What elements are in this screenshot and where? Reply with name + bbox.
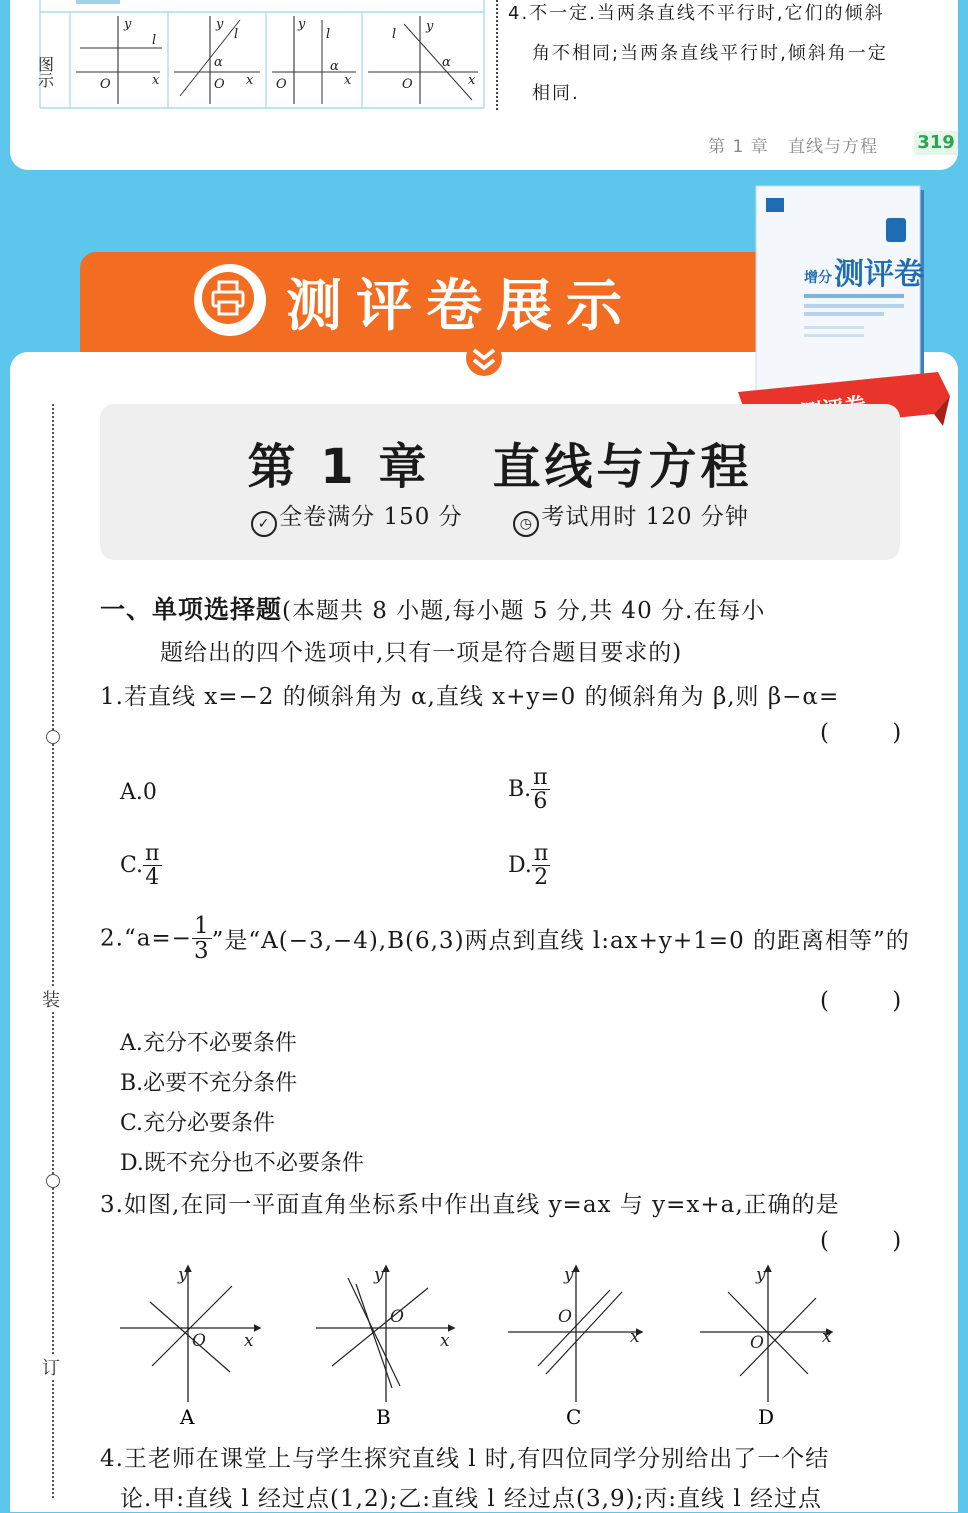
note-line-2: 角不相同;当两条直线平行时,倾斜角一定 — [532, 43, 888, 64]
q2-stem-post: ”是“A(−3,−4),B(6,3)两点到直线 l:ax+y+1=0 的距离相等”的 — [211, 928, 910, 955]
previous-page-card — [10, 0, 958, 170]
q3-graph-d — [700, 1265, 832, 1429]
q1-option-d-prefix: D. — [508, 853, 532, 879]
q3-a-x: x — [244, 1331, 254, 1351]
q1-answer-paren: ( ) — [820, 720, 930, 746]
q3-label-c: C — [566, 1405, 582, 1429]
answer-note — [508, 0, 956, 114]
q3-b-y: y — [374, 1265, 384, 1285]
book-title-small: 增分 — [804, 270, 832, 286]
q2-option-d: D.既不充分也不必要条件 — [120, 1151, 364, 1176]
diag1-o: O — [100, 77, 111, 92]
book-title: 测评卷 — [834, 257, 924, 292]
binding-hole — [46, 730, 60, 744]
banner-title: 测评卷展示 — [286, 274, 636, 339]
q3-answer-paren: ( ) — [820, 1228, 930, 1254]
diag3-l: l — [326, 27, 331, 42]
q3-graph-c — [508, 1265, 642, 1429]
diag3-x: x — [344, 73, 352, 88]
q3-d-o: O — [750, 1333, 764, 1353]
diag4-o: O — [402, 77, 413, 92]
chevron-down-icon — [462, 340, 506, 376]
q2-option-c: C.充分必要条件 — [120, 1111, 276, 1136]
q3-c-o: O — [558, 1307, 572, 1327]
q3-label-a: A — [180, 1405, 195, 1429]
q2-stem-pre: 2.“a=− — [100, 925, 192, 952]
binding-zhuang: 装 — [42, 986, 60, 1012]
q1-option-c — [120, 842, 162, 889]
q3-graphs — [110, 1262, 850, 1432]
diag4-x: x — [468, 73, 476, 88]
diag3-o: O — [276, 77, 287, 92]
binding-ding: 订 — [42, 1354, 60, 1380]
diag2-alpha: α — [214, 55, 223, 70]
q2-answer-paren: ( ) — [820, 988, 930, 1014]
q3-a-o: O — [192, 1331, 206, 1351]
note-line-1: 4.不一定.当两条直线不平行时,它们的倾斜 — [508, 3, 885, 24]
section-heading-line1 — [100, 590, 765, 626]
q1-option-b-prefix: B. — [508, 777, 532, 803]
diagram-row-label: 图示 — [35, 56, 55, 88]
q3-b-x: x — [440, 1331, 450, 1351]
q1-stem: 1.若直线 x=−2 的倾斜角为 α,直线 x+y=0 的倾斜角为 β,则 β−α= — [100, 684, 840, 710]
q3-graph-a — [120, 1265, 260, 1429]
section-note-1: (本题共 8 小题,每小题 5 分,共 40 分.在每小 — [282, 598, 766, 624]
q1-option-d — [508, 842, 550, 889]
full-score: 全卷满分 150 分 — [279, 504, 463, 530]
q1-option-d-num: π — [533, 841, 549, 866]
q3-d-x: x — [822, 1327, 832, 1347]
exam-time: 考试用时 120 分钟 — [541, 504, 749, 530]
binding-hole — [46, 1174, 60, 1188]
q3-a-y: y — [178, 1265, 188, 1285]
q1-option-b — [508, 766, 550, 813]
diag2-x: x — [246, 73, 254, 88]
chapter-title: 第 1 章 直线与方程 — [247, 439, 753, 495]
q1-option-a: A.0 — [120, 780, 157, 805]
section-note-2: 题给出的四个选项中,只有一项是符合题目要求的) — [160, 640, 683, 666]
diag1-y: y — [124, 17, 132, 32]
diag2-l: l — [234, 27, 239, 42]
q2-frac-num: 1 — [193, 913, 210, 939]
diag4-alpha: α — [442, 55, 451, 70]
printer-glyph-icon — [202, 272, 254, 324]
note-line-3: 相同. — [532, 83, 580, 104]
section-heading: 一、单项选择题 — [100, 595, 283, 624]
q2-option-a: A.充分不必要条件 — [120, 1031, 297, 1056]
exam-meta — [100, 498, 900, 537]
q1-option-b-num: π — [533, 765, 548, 790]
q1-option-c-prefix: C. — [120, 853, 144, 879]
q1-option-c-den: 4 — [145, 865, 160, 891]
printer-icon-inner — [202, 272, 254, 324]
diagram-labels — [35, 0, 484, 112]
q2-stem — [100, 914, 910, 963]
q1-option-d-den: 2 — [534, 865, 549, 891]
q3-graph-b — [316, 1265, 454, 1429]
q3-d-y: y — [756, 1265, 766, 1285]
column-separator — [496, 0, 498, 110]
q3-label-d: D — [758, 1405, 775, 1429]
diag3-alpha: α — [330, 59, 339, 74]
diag4-y: y — [426, 19, 434, 34]
q3-c-y: y — [564, 1265, 574, 1285]
q1-option-b-den: 6 — [533, 789, 548, 815]
diag1-x: x — [152, 73, 160, 88]
q3-stem: 3.如图,在同一平面直角坐标系中作出直线 y=ax 与 y=x+a,正确的是 — [100, 1192, 840, 1218]
q2-option-b: B.必要不充分条件 — [120, 1071, 298, 1096]
q1-option-c-num: π — [145, 841, 160, 866]
binding-line — [52, 404, 54, 1498]
diag2-y: y — [216, 17, 224, 32]
diag2-o: O — [214, 77, 225, 92]
q3-c-x: x — [630, 1327, 640, 1347]
clock-icon: ◷ — [513, 511, 539, 537]
diag1-l: l — [152, 33, 157, 48]
q3-label-b: B — [376, 1405, 391, 1429]
q3-b-o: O — [390, 1307, 404, 1327]
q4-line-2: 论.甲:直线 l 经过点(1,2);乙:直线 l 经过点(3,9);丙:直线 l 经过点 — [120, 1486, 823, 1512]
page-number: 319 — [914, 131, 958, 155]
diag3-y: y — [298, 17, 306, 32]
q2-frac-den: 3 — [193, 938, 210, 965]
diag4-l: l — [392, 27, 397, 42]
check-circle-icon: ✓ — [251, 511, 277, 537]
footer-chapter: 第 1 章 直线与方程 — [708, 137, 878, 157]
q4-line-1: 4.王老师在课堂上与学生探究直线 l 时,有四位同学分别给出了一个结 — [100, 1446, 830, 1472]
